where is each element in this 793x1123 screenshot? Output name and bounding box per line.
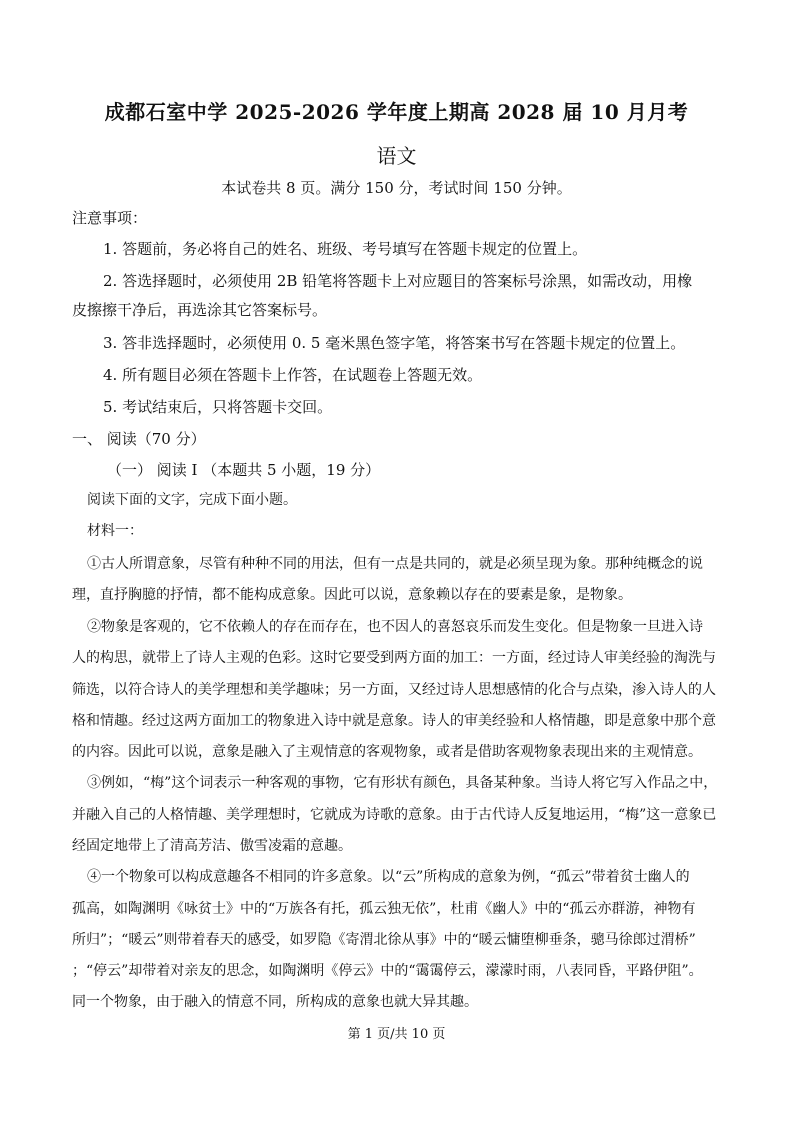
note-item-4: 4. 所有题目必须在答题卡上作答，在试题卷上答题无效。 [103, 366, 483, 384]
passage-line: 孤高，如陶渊明《咏贫士》中的“万族各有托，孤云独无依”，杜甫《幽人》中的“孤云亦群游，神物有 [72, 901, 696, 917]
section-heading: 一、 阅读（70 分） [72, 430, 206, 448]
passage-line: 格和情趣。经过这两方面加工的物象进入诗中就是意象。诗人的审美经验和人格情趣，即是意象中那个意 [72, 713, 716, 729]
passage-line: 筛选，以符合诗人的美学理想和美学趣味；另一方面，又经过诗人思想感情的化合与点染，渗入诗人的人 [72, 682, 716, 698]
sub-section-heading: （一） 阅读 I （本题共 5 小题，19 分） [107, 461, 381, 479]
notes-heading: 注意事项： [72, 209, 148, 227]
material-label: 材料一： [87, 523, 143, 539]
note-item-2-cont: 皮擦擦干净后，再选涂其它答案标号。 [72, 301, 328, 319]
passage-line: ④一个物象可以构成意趣各不相同的许多意象。以“云”所构成的意象为例，“孤云”带着贫士幽人的 [87, 869, 690, 885]
instruction-text: 阅读下面的文字，完成下面小题。 [87, 492, 297, 508]
note-item-5: 5. 考试结束后，只将答题卡交回。 [103, 398, 333, 416]
note-item-2: 2. 答选择题时，必须使用 2B 铅笔将答题卡上对应题目的答案标号涂黑，如需改动，用橡 [103, 272, 693, 290]
note-item-3: 3. 答非选择题时，必须使用 0. 5 毫米黑色签字笔，将答案书写在答题卡规定的位置上。 [103, 334, 686, 352]
passage-line: 人的构思，就带上了诗人主观的色彩。这时它要受到两方面的加工：一方面，经过诗人审美经验的淘洗与 [72, 650, 716, 666]
passage-line: ②物象是客观的，它不依赖人的存在而存在，也不因人的喜怒哀乐而发生变化。但是物象一旦进入诗 [87, 619, 703, 635]
exam-info: 本试卷共 8 页。满分 150 分，考试时间 150 分钟。 [221, 179, 572, 197]
passage-line: ①古人所谓意象，尽管有种种不同的用法，但有一点是共同的，就是必须呈现为象。那种纯概念的说 [87, 556, 703, 572]
exam-title: 成都石室中学 2025-2026 学年度上期高 2028 届 10 月月考 [104, 100, 689, 124]
passage-line: 所归”；“暖云”则带着春天的感受，如罗隐《寄渭北徐从事》中的“暖云慵堕柳垂条，骢马徐郎过渭桥” [72, 932, 696, 948]
passage-line: 并融入自己的人格情趣、美学理想时，它就成为诗歌的意象。由于古代诗人反复地运用，“梅”这一意象已 [72, 807, 717, 823]
passage-line: 理，直抒胸臆的抒情，都不能构成意象。因此可以说，意象赖以存在的要素是象，是物象。 [72, 587, 632, 603]
page-number: 第 1 页/共 10 页 [347, 1027, 446, 1042]
passage-line: 经固定地带上了清高芳洁、傲雪凌霜的意趣。 [72, 838, 352, 854]
passage-line: ；“停云”却带着对亲友的思念，如陶渊明《停云》中的“霭霭停云，濛濛时雨，八表同昏，平路伊阻”。 [72, 963, 703, 979]
passage-line: 的内容。因此可以说，意象是融入了主观情意的客观物象，或者是借助客观物象表现出来的主观情意。 [72, 744, 702, 760]
note-item-1: 1. 答题前，务必将自己的姓名、班级、考号填写在答题卡规定的位置上。 [103, 240, 588, 258]
subject-title: 语文 [376, 144, 417, 168]
passage-line: 同一个物象，由于融入的情意不同，所构成的意象也就大异其趣。 [72, 994, 478, 1010]
passage-line: ③例如，“梅”这个词表示一种客观的事物，它有形状有颜色，具备某种象。当诗人将它写入作品之中， [87, 775, 718, 791]
